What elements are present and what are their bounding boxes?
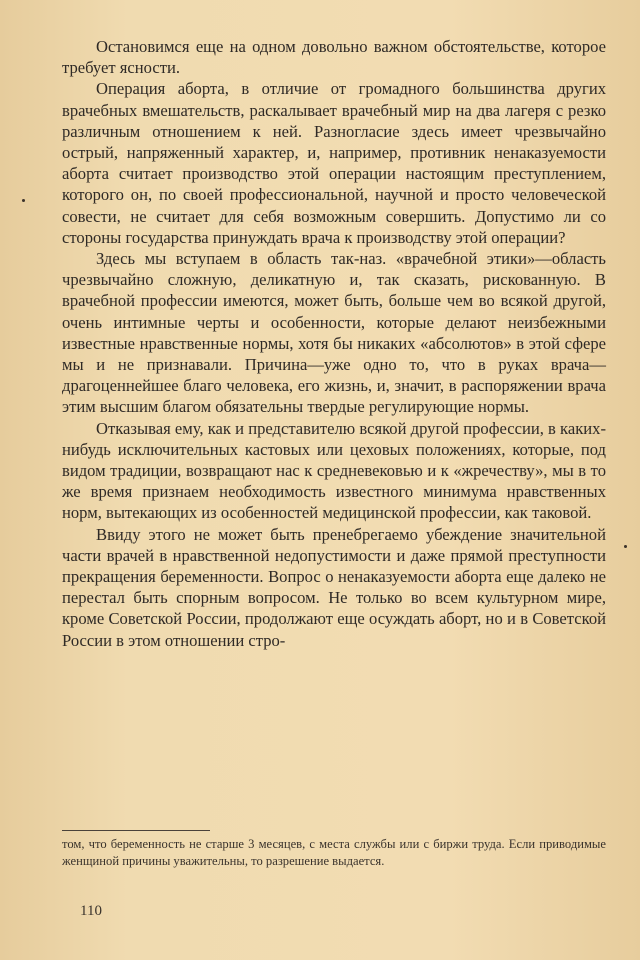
paragraph-1: Остановимся еще на одном довольно важном обстоятельстве, которое требует ясности.	[62, 37, 606, 78]
footnote: том, что беременность не старше 3 месяцев, с места службы или с биржи труда. Если приводимые женщиной причины уважительны, то разрешение выдается.	[62, 837, 606, 868]
footnote-divider	[62, 830, 210, 831]
paragraph-2: Операция аборта, в отличие от громадного большинства других врачебных вмешательств, раскалывает врачебный мир на два лагеря с резко различным отношением к ней. Разногласие здесь имеет чрезвычайно острый, напряженный характер, и, например, противник ненаказуемости аборта считает производство этой операции настоящим преступлением, которого он, по своей профессиональной, научной и просто человеческой совести, не считает для себя возможным совершить. Допустимо ли со стороны государства принуждать врача к производству этой операции?	[62, 79, 606, 247]
main-text	[62, 36, 606, 651]
page-number: 110	[80, 903, 102, 919]
paragraph-3: Здесь мы вступаем в область так-наз. «врачебной этики»—область чрезвычайно сложную, деликатную и, так сказать, рискованную. В врачебной профессии имеются, может быть, больше чем во всякой другой, очень интимные черты и особенности, которые делают неизбежными известные нравственные нормы, хотя бы никаких «абсолютов» в этой сфере мы и не признавали. Причина—уже одно то, что в руках врача—драгоценнейшее благо человека, его жизнь, и, значит, в распоряжении врача этим высшим благом обязательны твердые регулирующие нормы.	[62, 249, 606, 417]
ink-speck	[624, 545, 627, 548]
paragraph-5: Ввиду этого не может быть пренебрегаемо убеждение значительной части врачей в нравственной недопустимости и даже прямой преступности прекращения беременности. Вопрос о ненаказуемости аборта еще далеко не перестал быть спорным вопросом. Не только во всем культурном мире, кроме Советской России, продолжают еще осуждать аборт, но и в Советской России в этом отношении стро-	[62, 524, 606, 650]
paragraph-4: Отказывая ему, как и представителю всякой другой профессии, в каких-нибудь исключительных кастовых или цеховых положениях, которые, под видом традиции, возвращают нас к средневековью и к «жречеству», мы в то же время признаем необходимость известного минимума нравственных норм, вытекающих из особенностей медицинской профессии, как таковой.	[62, 418, 606, 523]
ink-speck	[22, 199, 25, 202]
